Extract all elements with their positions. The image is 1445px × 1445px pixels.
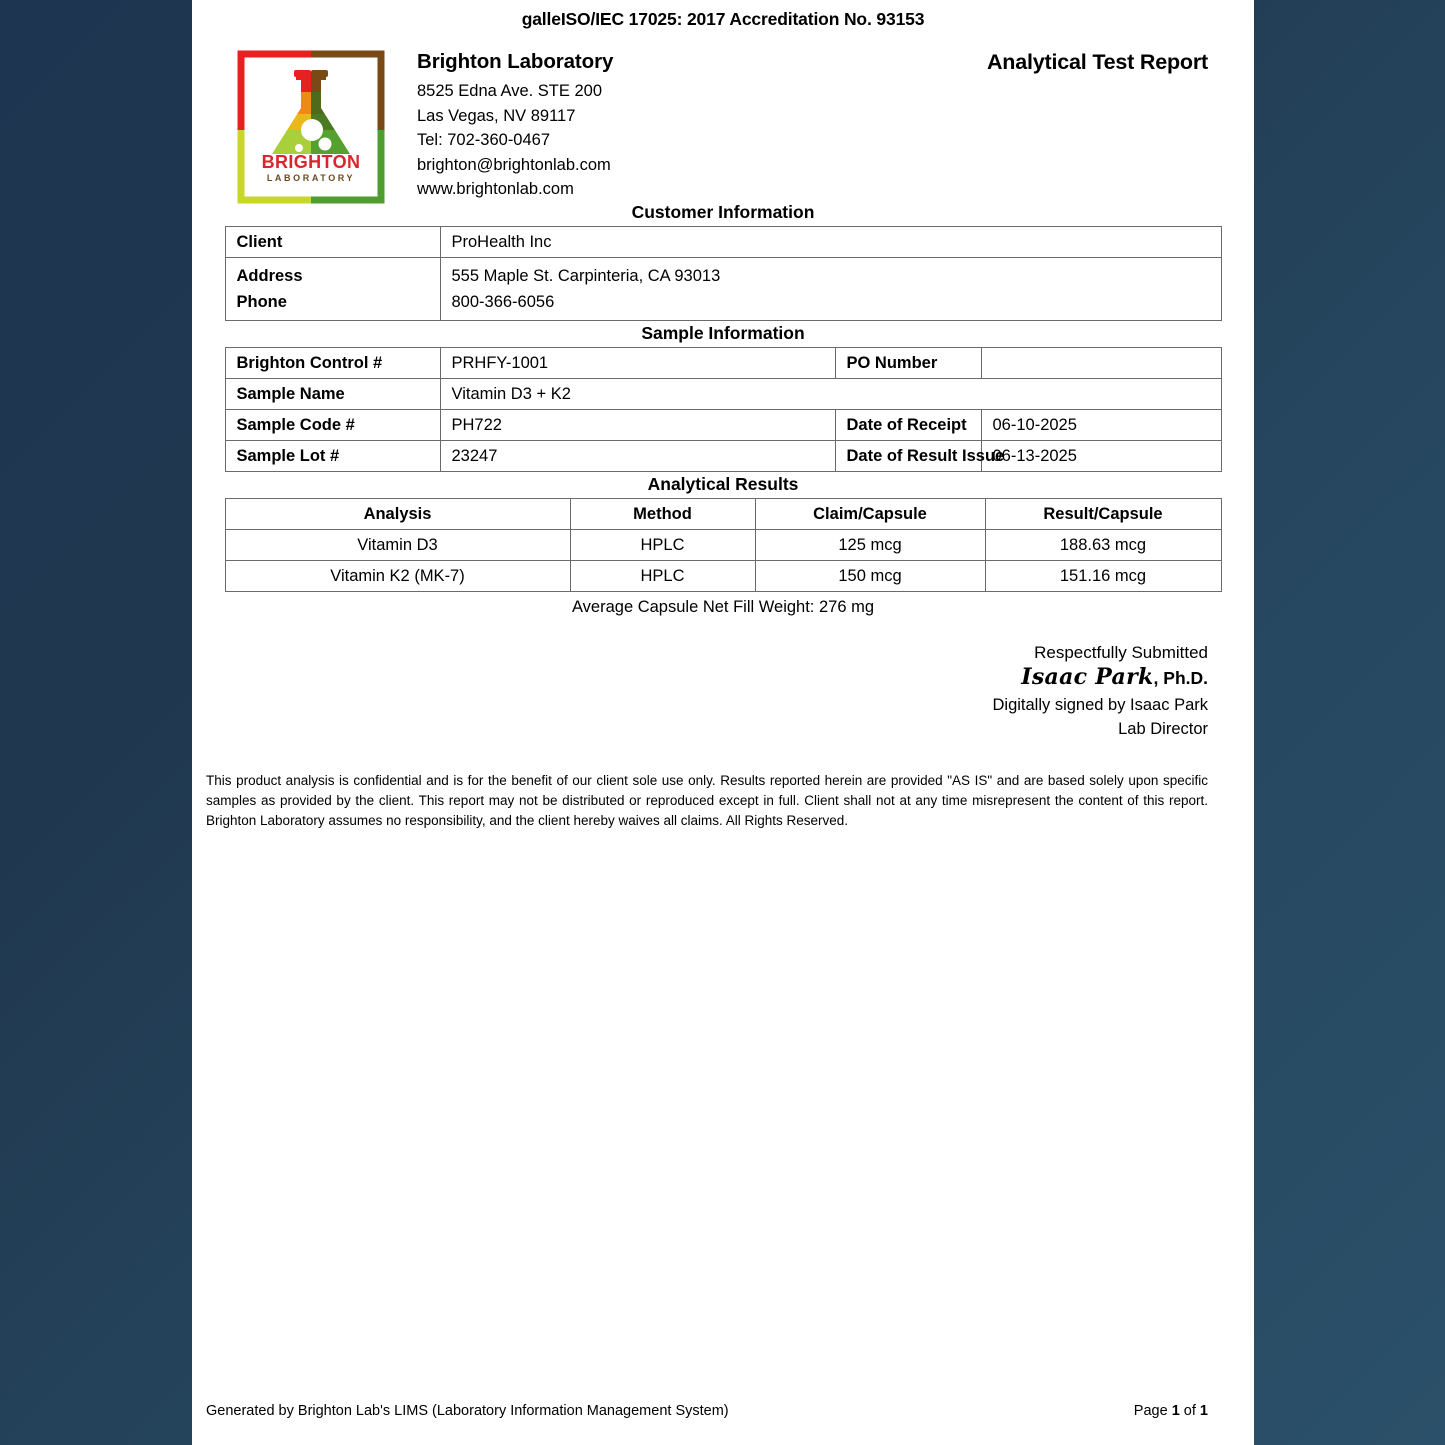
date-of-result-issue-value: 06-13-2025 xyxy=(981,441,1221,472)
address-label: Address xyxy=(236,267,303,285)
sample-table-wrap xyxy=(192,347,1254,472)
po-number-value xyxy=(981,348,1221,379)
lab-address-line-2: Las Vegas, NV 89117 xyxy=(417,106,576,125)
result-method: HPLC xyxy=(570,530,755,561)
phone-value: 800-366-6056 xyxy=(451,293,555,311)
signature-block xyxy=(192,617,1254,741)
footer-pagination xyxy=(1134,1403,1208,1419)
col-header-analysis: Analysis xyxy=(225,499,570,530)
lab-name: Brighton Laboratory xyxy=(417,50,614,73)
sample-name-label: Sample Name xyxy=(225,379,440,410)
table-header-row xyxy=(225,499,1221,530)
accreditation-header: galleISO/IEC 17025: 2017 Accreditation No. 93153 xyxy=(521,9,925,29)
analytical-results-table xyxy=(225,498,1222,592)
results-section-title: Analytical Results xyxy=(647,474,799,494)
address-phone-values xyxy=(440,258,1221,321)
customer-information-table xyxy=(225,226,1222,321)
signature-suffix: , Ph.D. xyxy=(1153,668,1208,688)
lab-phone: Tel: 702-360-0467 xyxy=(417,131,551,149)
letterhead xyxy=(192,30,1254,200)
customer-section-title: Customer Information xyxy=(631,202,815,222)
result-analysis: Vitamin D3 xyxy=(225,530,570,561)
logo-wordmark-primary: BRIGHTON xyxy=(261,152,361,172)
result-claim: 150 mcg xyxy=(755,561,985,592)
page-prefix: Page xyxy=(1133,1403,1172,1419)
table-row xyxy=(225,379,1221,410)
sample-lot-label: Sample Lot # xyxy=(225,441,440,472)
lab-email[interactable]: brighton@brightonlab.com xyxy=(417,155,611,174)
result-claim: 125 mcg xyxy=(755,530,985,561)
sample-section-title: Sample Information xyxy=(641,323,805,343)
client-label: Client xyxy=(225,227,440,258)
control-number-label: Brighton Control # xyxy=(225,348,440,379)
address-value: 555 Maple St. Carpinteria, CA 93013 xyxy=(451,267,721,285)
table-row xyxy=(225,530,1221,561)
result-analysis: Vitamin K2 (MK-7) xyxy=(225,561,570,592)
col-header-claim: Claim/Capsule xyxy=(755,499,985,530)
page-current: 1 xyxy=(1171,1403,1180,1419)
result-method: HPLC xyxy=(570,561,755,592)
table-row xyxy=(225,227,1221,258)
brighton-lab-logo xyxy=(237,48,385,206)
disclaimer-text: This product analysis is confidential and is for the benefit of our client sole use only. Results reported herein are provided "AS IS" and are based solely upon specific samples as provided by the client. This report may not be distributed or reproduced except in full. Client shall not at any time misrepresent the content of this report. Brighton Laboratory assumes no responsibility, and the client hereby waives all claims. All Rights Reserved. xyxy=(206,773,1208,828)
sample-name-value: Vitamin D3 + K2 xyxy=(440,379,1221,410)
logo-container xyxy=(237,48,392,206)
logo-wordmark-secondary: LABORATORY xyxy=(266,173,356,183)
sample-code-value: PH722 xyxy=(440,410,835,441)
phone-label: Phone xyxy=(236,293,287,311)
report-page xyxy=(192,0,1254,1445)
lab-address-block xyxy=(417,48,613,202)
report-title: Analytical Test Report xyxy=(986,50,1208,74)
respectfully-submitted-label: Respectfully Submitted xyxy=(1034,643,1208,662)
footer-generated-by: Generated by Brighton Lab's LIMS (Laboratory Information Management System) xyxy=(206,1403,729,1419)
sample-code-label: Sample Code # xyxy=(225,410,440,441)
date-of-receipt-value: 06-10-2025 xyxy=(981,410,1221,441)
lab-website[interactable]: www.brightonlab.com xyxy=(417,180,574,198)
po-number-label: PO Number xyxy=(835,348,981,379)
digitally-signed-note: Digitally signed by Isaac Park xyxy=(992,696,1208,714)
result-value: 151.16 mcg xyxy=(985,561,1221,592)
control-number-value: PRHFY-1001 xyxy=(440,348,835,379)
col-header-method: Method xyxy=(570,499,755,530)
table-row xyxy=(225,410,1221,441)
table-row xyxy=(225,561,1221,592)
col-header-result: Result/Capsule xyxy=(985,499,1221,530)
date-of-result-issue-label: Date of Result Issue xyxy=(835,441,981,472)
signer-role: Lab Director xyxy=(1118,720,1208,738)
page-mid: of xyxy=(1179,1403,1200,1419)
signature-cursive-name: Isaac Park xyxy=(1021,664,1154,690)
page-footer xyxy=(206,1403,1208,1419)
lab-address-line-1: 8525 Edna Ave. STE 200 xyxy=(417,82,603,100)
table-row xyxy=(225,441,1221,472)
signature-name-row xyxy=(192,664,1208,690)
date-of-receipt-label: Date of Receipt xyxy=(835,410,981,441)
customer-table-wrap xyxy=(192,226,1254,321)
sample-lot-value: 23247 xyxy=(440,441,835,472)
results-table-wrap xyxy=(192,498,1254,617)
client-value: ProHealth Inc xyxy=(440,227,1221,258)
table-row xyxy=(225,258,1221,321)
address-phone-labels xyxy=(225,258,440,321)
result-value: 188.63 mcg xyxy=(985,530,1221,561)
table-row xyxy=(225,348,1221,379)
sample-information-table xyxy=(225,347,1222,472)
page-total: 1 xyxy=(1199,1403,1208,1419)
average-fill-weight-note: Average Capsule Net Fill Weight: 276 mg xyxy=(571,598,875,616)
